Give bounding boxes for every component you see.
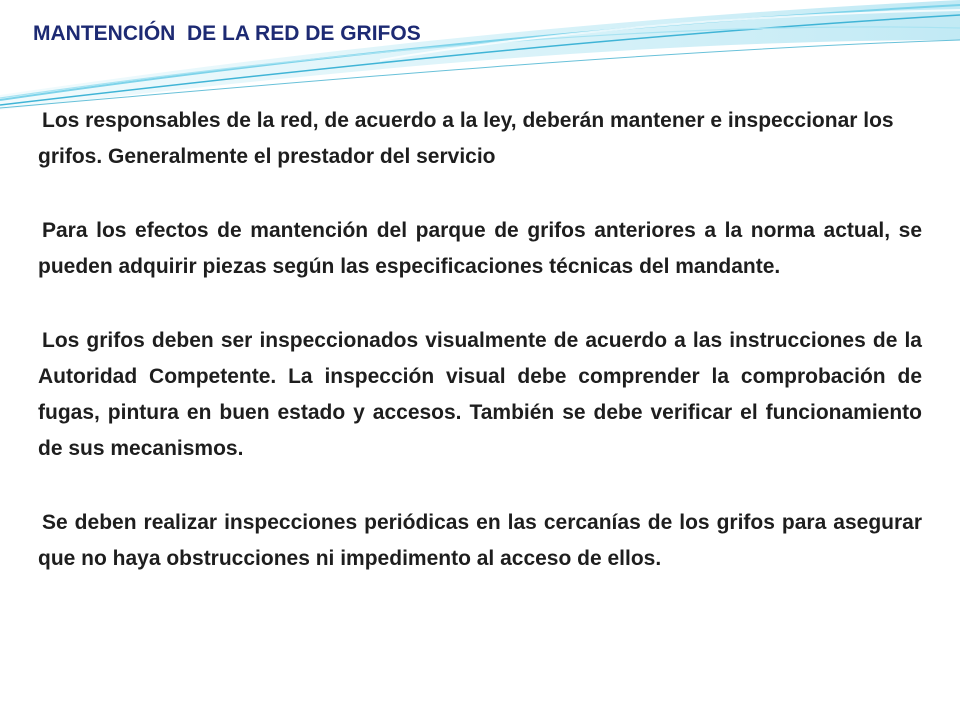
paragraph-inspeccion-visual: Los grifos deben ser inspeccionados visualmente de acuerdo a las instrucciones de la Autoridad Competente. La inspección visual debe comprender la comprobación de fugas, pintura en buen estado y accesos. También se debe verificar el funcionamiento de sus mecanismos. <box>38 329 922 460</box>
paragraph-piezas: Para los efectos de mantención del parque de grifos anteriores a la norma actual, se pueden adquirir piezas según las especificaciones técnicas del mandante. <box>38 219 922 278</box>
slide-body <box>38 103 922 577</box>
slide-title: MANTENCIÓN DE LA RED DE GRIFOS <box>33 22 421 45</box>
paragraph-responsables: Los responsables de la red, de acuerdo a la ley, deberán mantener e inspeccionar los grifos. Generalmente el prestador del servicio <box>38 109 894 168</box>
paragraph-inspecciones-periodicas: Se deben realizar inspecciones periódicas en las cercanías de los grifos para asegurar que no haya obstrucciones ni impedimento al acceso de ellos. <box>38 511 922 570</box>
